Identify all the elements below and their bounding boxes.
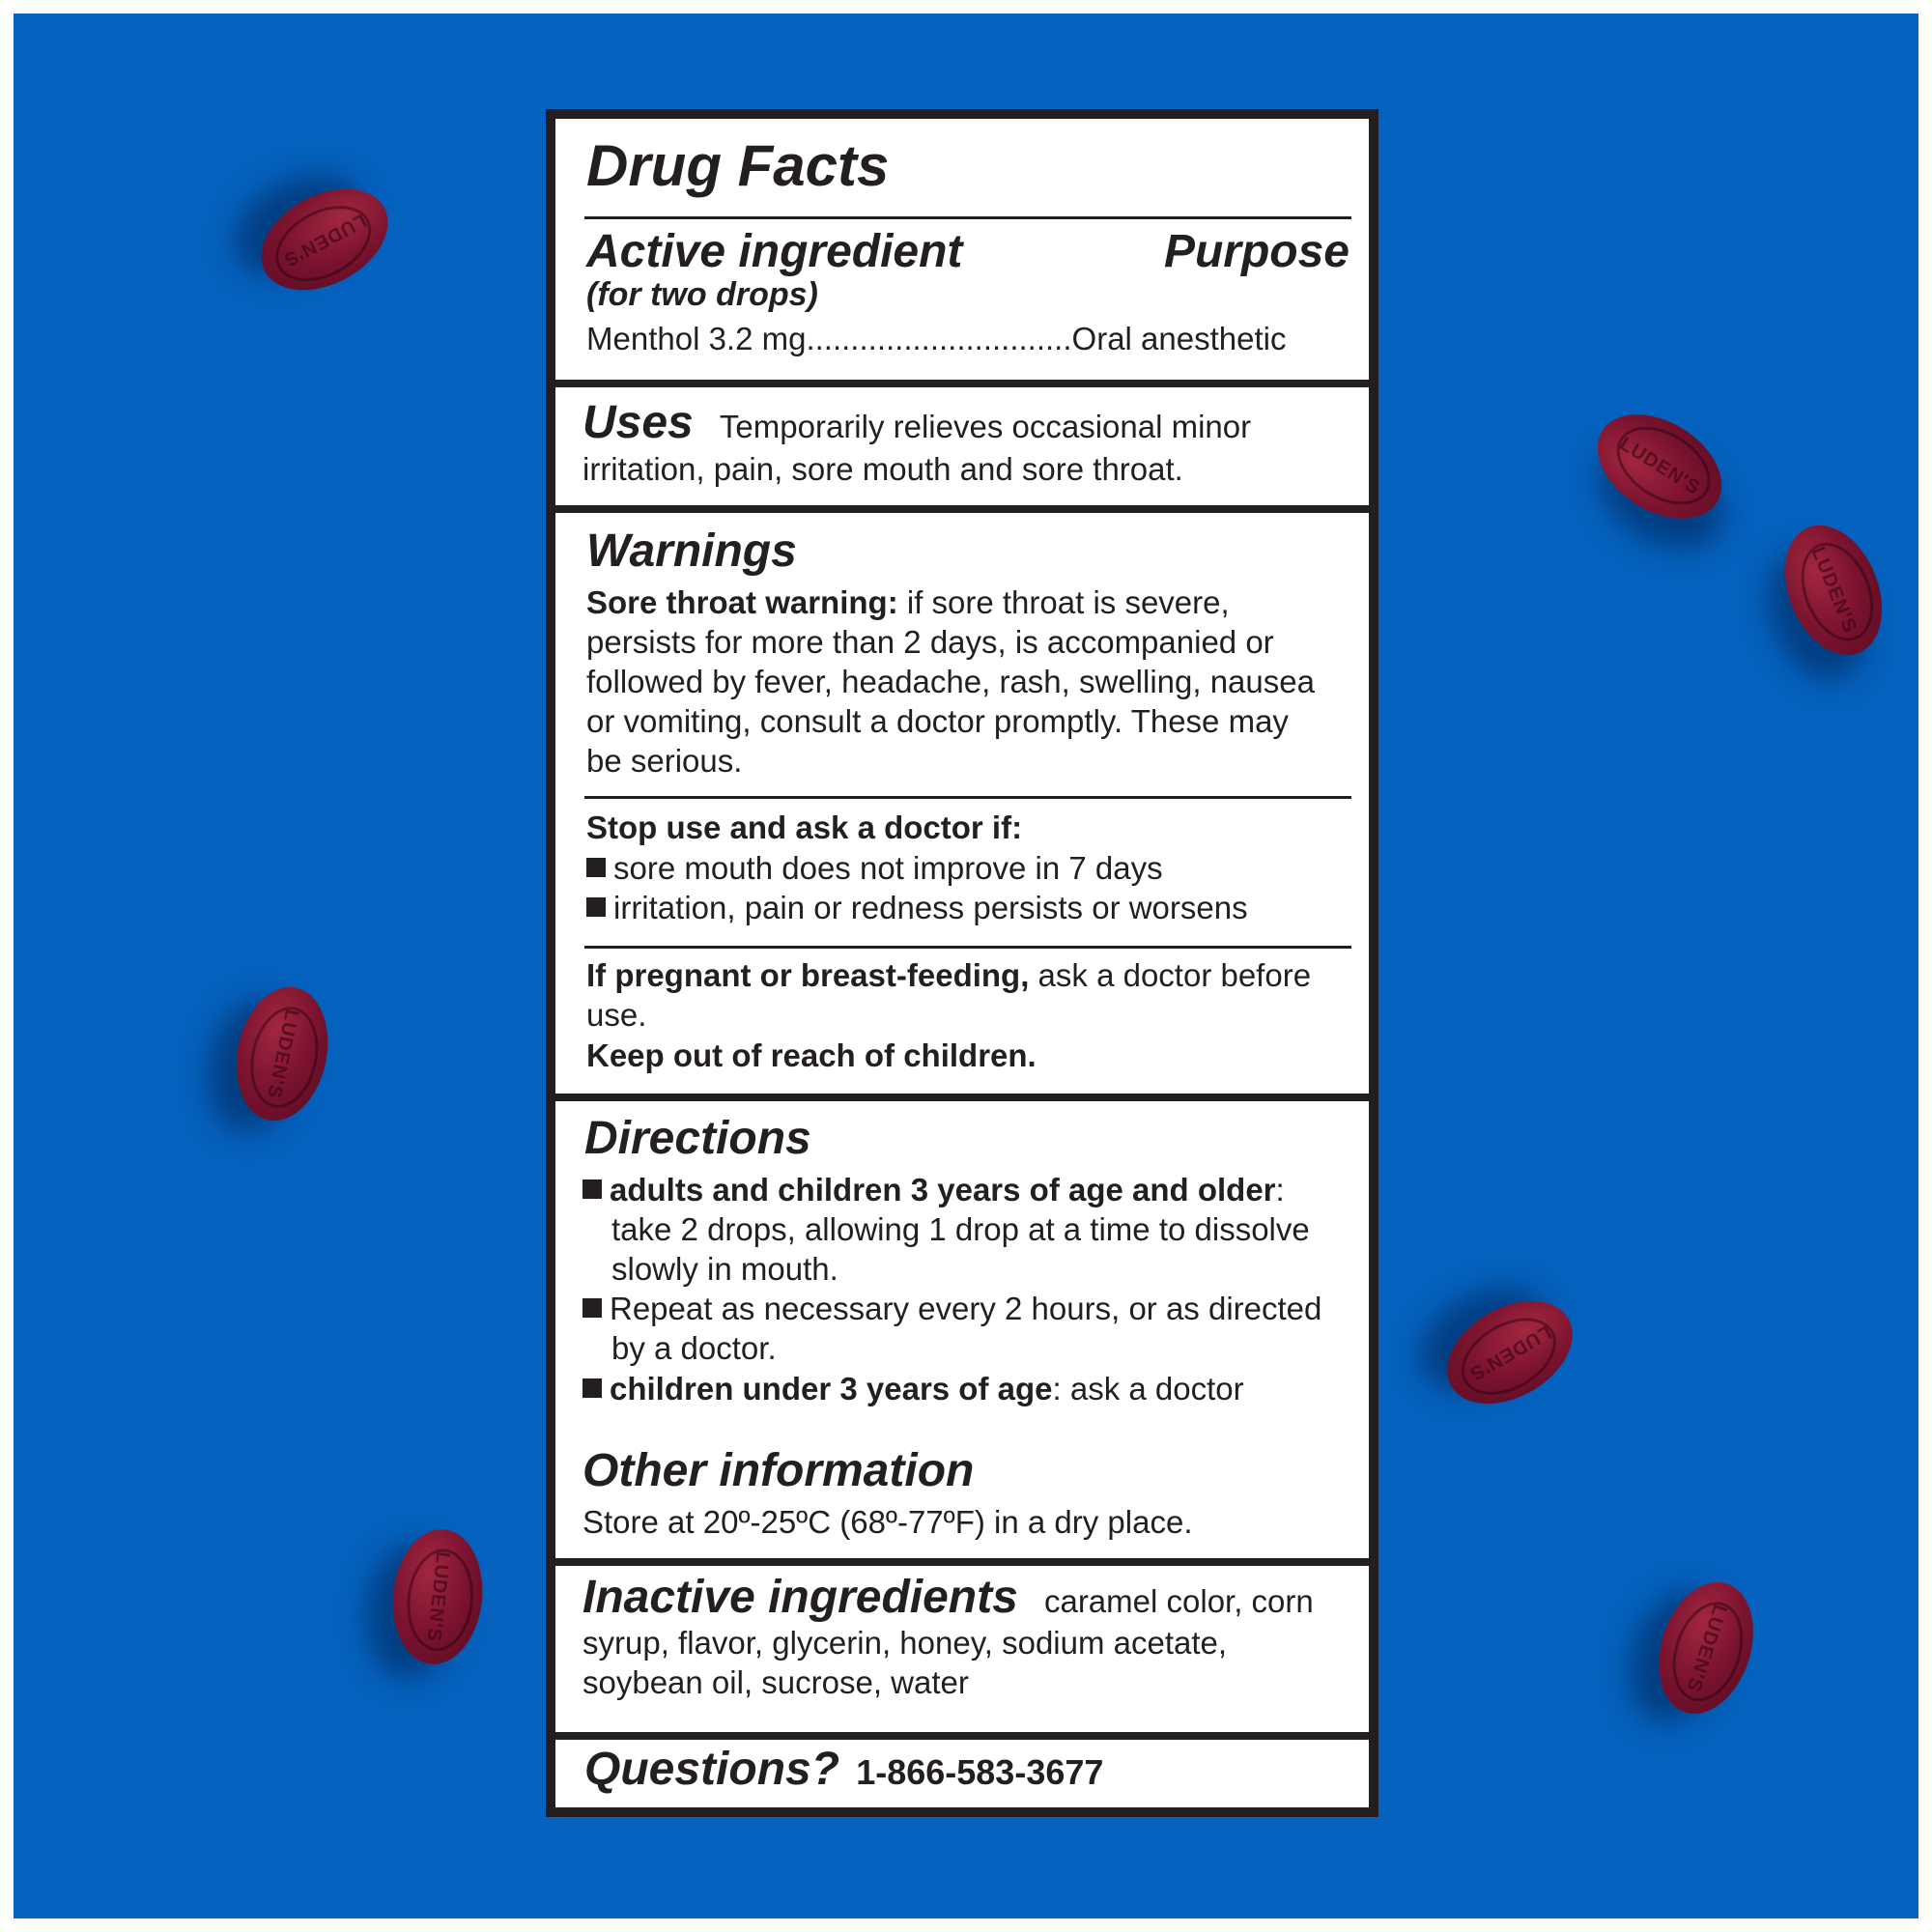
directions-item-1-colon: :: [1275, 1172, 1285, 1208]
ingredient-purpose: Oral anesthetic: [1071, 321, 1287, 356]
stop-use-item-text: irritation, pain or redness persists or worsens: [613, 890, 1248, 925]
sore-throat-label: Sore throat warning:: [586, 584, 898, 620]
drop-marking: LUDEN'S: [262, 1007, 303, 1101]
stop-use-item-text: sore mouth does not improve in 7 days: [613, 850, 1163, 886]
active-ingredient-heading: Active ingredient: [586, 226, 963, 277]
sore-throat-line-2: persists for more than 2 days, is accompanied or: [586, 624, 1274, 660]
sore-throat-line-1: [586, 582, 1230, 622]
directions-heading: Directions: [584, 1113, 811, 1164]
directions-item-3: [582, 1369, 1244, 1408]
pregnant-text: ask a doctor before: [1029, 957, 1312, 993]
keep-out-of-reach: Keep out of reach of children.: [586, 1037, 1037, 1073]
title-divider: [584, 216, 1351, 219]
pregnant-line-2: use.: [586, 997, 647, 1033]
warnings-divider: [584, 796, 1351, 799]
bullet-square-icon: [586, 897, 606, 917]
drug-facts-panel: [546, 109, 1378, 1817]
pregnant-line-1: [586, 955, 1311, 995]
directions-item-3-rest: : ask a doctor: [1052, 1371, 1244, 1406]
dot-leader: ..............................: [806, 321, 1072, 356]
stop-use-heading: Stop use and ask a doctor if:: [586, 810, 1023, 845]
questions-heading: Questions?: [584, 1744, 840, 1795]
sore-throat-text: if sore throat is severe,: [897, 584, 1230, 620]
directions-item-1-line-2: take 2 drops, allowing 1 drop at a time to dissolve: [611, 1211, 1310, 1247]
questions-phone: 1-866-583-3677: [856, 1752, 1104, 1792]
bullet-square-icon: [586, 858, 606, 877]
other-information-text: Store at 20º-25ºC (68º-77ºF) in a dry place.: [582, 1504, 1193, 1540]
directions-item-1-bold: adults and children 3 years of age and older: [610, 1172, 1276, 1208]
directions-item-1-line-3: slowly in mouth.: [611, 1251, 838, 1287]
inactive-line-1: [582, 1572, 1314, 1623]
bullet-square-icon: [582, 1378, 602, 1398]
inactive-text-1: caramel color, corn: [1043, 1583, 1314, 1619]
sore-throat-line-4: or vomiting, consult a doctor promptly. These may: [586, 703, 1289, 739]
directions-item-3-bold: children under 3 years of age: [610, 1371, 1053, 1406]
directions-item-2-line-2: by a doctor.: [611, 1330, 777, 1366]
directions-item-1: [582, 1170, 1285, 1209]
pregnant-label: If pregnant or breast-feeding,: [586, 957, 1030, 993]
bullet-square-icon: [582, 1298, 602, 1318]
purpose-heading: Purpose: [1163, 226, 1350, 277]
active-ingredient-subheading: (for two drops): [586, 276, 818, 313]
warnings-heading: Warnings: [586, 526, 797, 577]
section-divider: [555, 380, 1369, 387]
directions-item-2: [582, 1289, 1321, 1328]
inactive-text-3: soybean oil, sucrose, water: [582, 1664, 969, 1700]
stop-use-item: [586, 848, 1163, 888]
ingredient-name: Menthol 3.2 mg: [586, 321, 807, 356]
drop-marking: LUDEN'S: [1465, 1321, 1555, 1385]
drop-marking: LUDEN'S: [1615, 433, 1704, 499]
section-divider: [555, 1732, 1369, 1740]
section-divider: [555, 505, 1369, 513]
uses-text-1: Temporarily relieves occasional minor: [719, 409, 1252, 444]
section-divider: [555, 1558, 1369, 1566]
other-information-heading: Other information: [582, 1445, 975, 1496]
drop-marking: LUDEN'S: [1682, 1602, 1731, 1695]
uses-text-2: irritation, pain, sore mouth and sore throat.: [582, 451, 1183, 487]
sore-throat-line-5: be serious.: [586, 743, 743, 779]
sore-throat-line-3: followed by fever, headache, rash, swelling, nausea: [586, 664, 1315, 699]
uses-line-1: [582, 397, 1252, 448]
drop-marking: LUDEN'S: [1806, 544, 1861, 637]
inactive-ingredients-heading: Inactive ingredients: [582, 1572, 1018, 1623]
drop-marking: LUDEN'S: [422, 1550, 454, 1643]
drop-marking: LUDEN'S: [279, 209, 370, 271]
uses-heading: Uses: [582, 397, 694, 448]
stop-use-item: [586, 888, 1248, 927]
drug-facts-title: Drug Facts: [586, 133, 890, 198]
active-ingredient-line: [586, 319, 1286, 358]
inactive-text-2: syrup, flavor, glycerin, honey, sodium acetate,: [582, 1625, 1228, 1661]
questions-line: [584, 1744, 1104, 1795]
bullet-square-icon: [582, 1179, 602, 1199]
section-divider: [555, 1094, 1369, 1101]
directions-item-2-text: Repeat as necessary every 2 hours, or as directed: [610, 1291, 1322, 1326]
warnings-divider: [584, 946, 1351, 949]
